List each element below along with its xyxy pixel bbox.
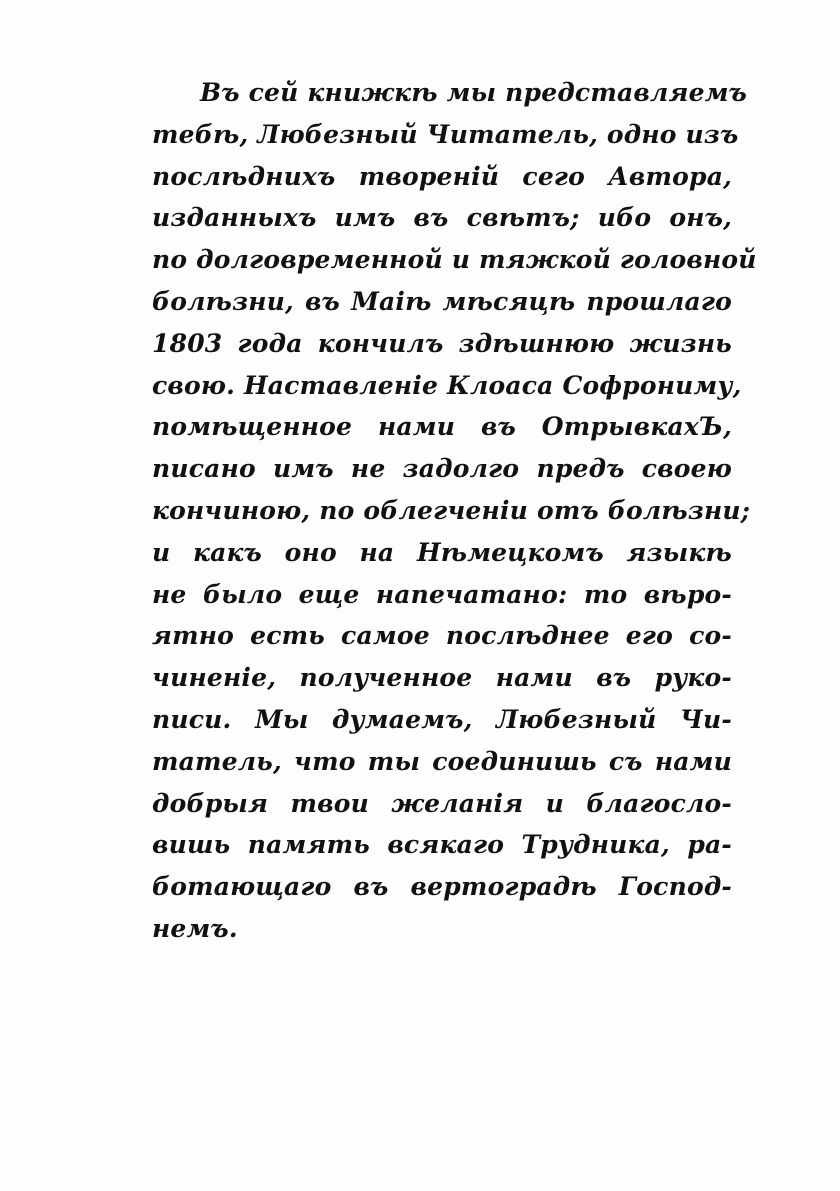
text-line: кончиною, по облегченіи отъ болѣзни;: [152, 495, 751, 525]
text-line: тебѣ, Любезный Читатель, одно изъ: [152, 119, 739, 149]
text-line: и какъ оно на Нѣмецкомъ языкѣ: [152, 537, 732, 567]
text-line: добрыя твои желанія и благосло-: [152, 788, 732, 818]
text-line: болѣзни, въ Маіѣ мѣсяцѣ прошлаго: [152, 286, 732, 316]
text-line: ботающаго въ вертоградѣ Господ-: [152, 872, 732, 902]
text-line: вишь память всякаго Трудника, ра-: [152, 830, 732, 860]
text-line: 1803 года кончилъ здѣшнюю жизнь: [152, 328, 732, 358]
text-line: писи. Мы думаемъ, Любезный Чи-: [152, 704, 732, 734]
text-line: изданныхъ имъ въ свѣтъ; ибо онъ,: [152, 203, 732, 233]
text-line: немъ.: [152, 913, 238, 943]
text-line: писано имъ не задолго предъ своею: [152, 454, 732, 484]
text-line: татель, что ты соединишь съ нами: [152, 746, 732, 776]
text-line: чиненіе, полученное нами въ руко-: [152, 663, 732, 693]
text-line: свою. Наставленіе Клоаса Софрониму,: [152, 370, 742, 400]
text-line: не было еще напечатано: то вѣро-: [152, 579, 732, 609]
text-line: ятно есть самое послѣднее его со-: [152, 621, 732, 651]
text-line: помѣщенное нами въ ОтрывкахЪ,: [152, 412, 732, 442]
text-line: по долговременной и тяжкой головной: [152, 245, 757, 275]
preface-paragraph: [152, 72, 757, 950]
text-line: послѣднихъ твореній сего Автора,: [152, 161, 732, 191]
text-line: Въ сей книжкѣ мы представляемъ: [200, 78, 748, 107]
